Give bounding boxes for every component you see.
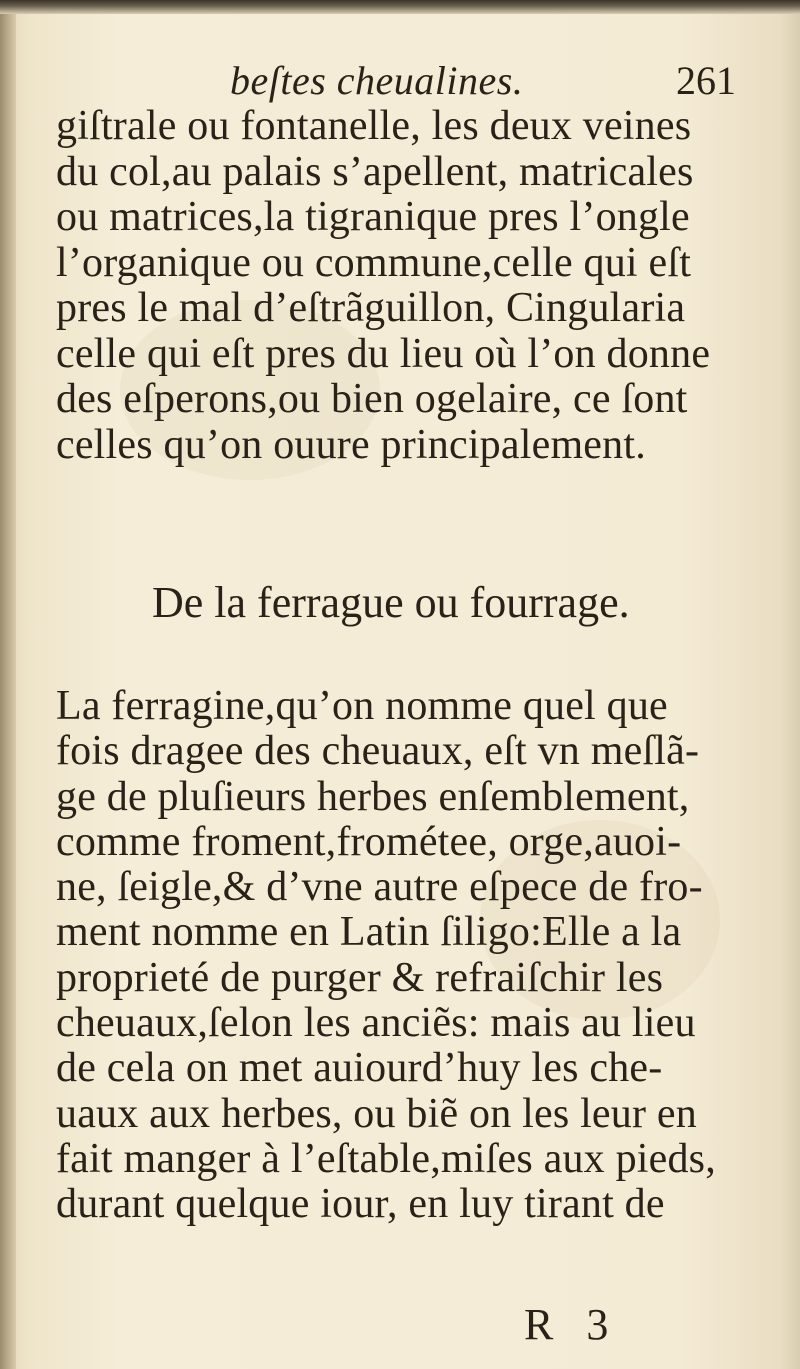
text-line: pres le mal d’eſtrãguillon, Cingularia	[56, 285, 686, 331]
text-line: comme froment,frométee, orge,auoi-	[56, 818, 682, 865]
text-line: ge de pluſieurs herbes enſemblement,	[56, 773, 690, 820]
text-line: du col,au palais s’apellent, matricales	[56, 148, 694, 195]
text-line: fait manger à l’eſtable,miſes aux pieds,	[56, 1135, 716, 1182]
page-gutter	[0, 14, 16, 1369]
text-line: giſtrale ou fontanelle, les deux veines	[56, 103, 692, 149]
text-line: l’organique ou commune,celle qui eſt	[56, 239, 692, 286]
text-line: celles qu’on ouure principalement.	[56, 421, 646, 468]
text-line: La ferragine,qu’on nomme quel que	[56, 683, 668, 729]
running-head-title: beſtes cheualines.	[230, 58, 524, 103]
text-line: proprieté de purger & refraiſchir les	[56, 954, 664, 1001]
text-line: celle qui eſt pres du lieu où l’on donne	[56, 330, 711, 377]
signature-mark: R 3	[524, 1300, 609, 1349]
text-line: ne, ſeigle,& d’vne autre eſpece de fro-	[56, 864, 703, 911]
text-line: cheuaux,ſelon les anciẽs: mais au lieu	[56, 1000, 696, 1047]
page-top-edge	[0, 0, 800, 14]
text-line: ment nomme en Latin ſiligo:Elle a la	[56, 909, 682, 956]
paragraph-2	[56, 684, 768, 1228]
text-line: fois dragee des cheuaux, eſt vn meſlã-	[56, 728, 700, 775]
page-number: 261	[676, 58, 736, 103]
text-line: ou matrices,la tigranique pres l’ongle	[56, 194, 690, 240]
text-line: uaux aux herbes, ou biẽ on les leur en	[56, 1090, 697, 1137]
text-line: des eſperons,ou bien ogelaire, ce ſont	[56, 376, 688, 422]
text-line: durant quelque iour, en luy tirant de	[56, 1181, 665, 1228]
text-line: de cela on met auiourd’huy les che-	[56, 1045, 663, 1092]
section-heading: De la ferrague ou fourrage.	[152, 578, 630, 627]
paragraph-1	[56, 104, 768, 468]
running-head	[0, 56, 800, 106]
